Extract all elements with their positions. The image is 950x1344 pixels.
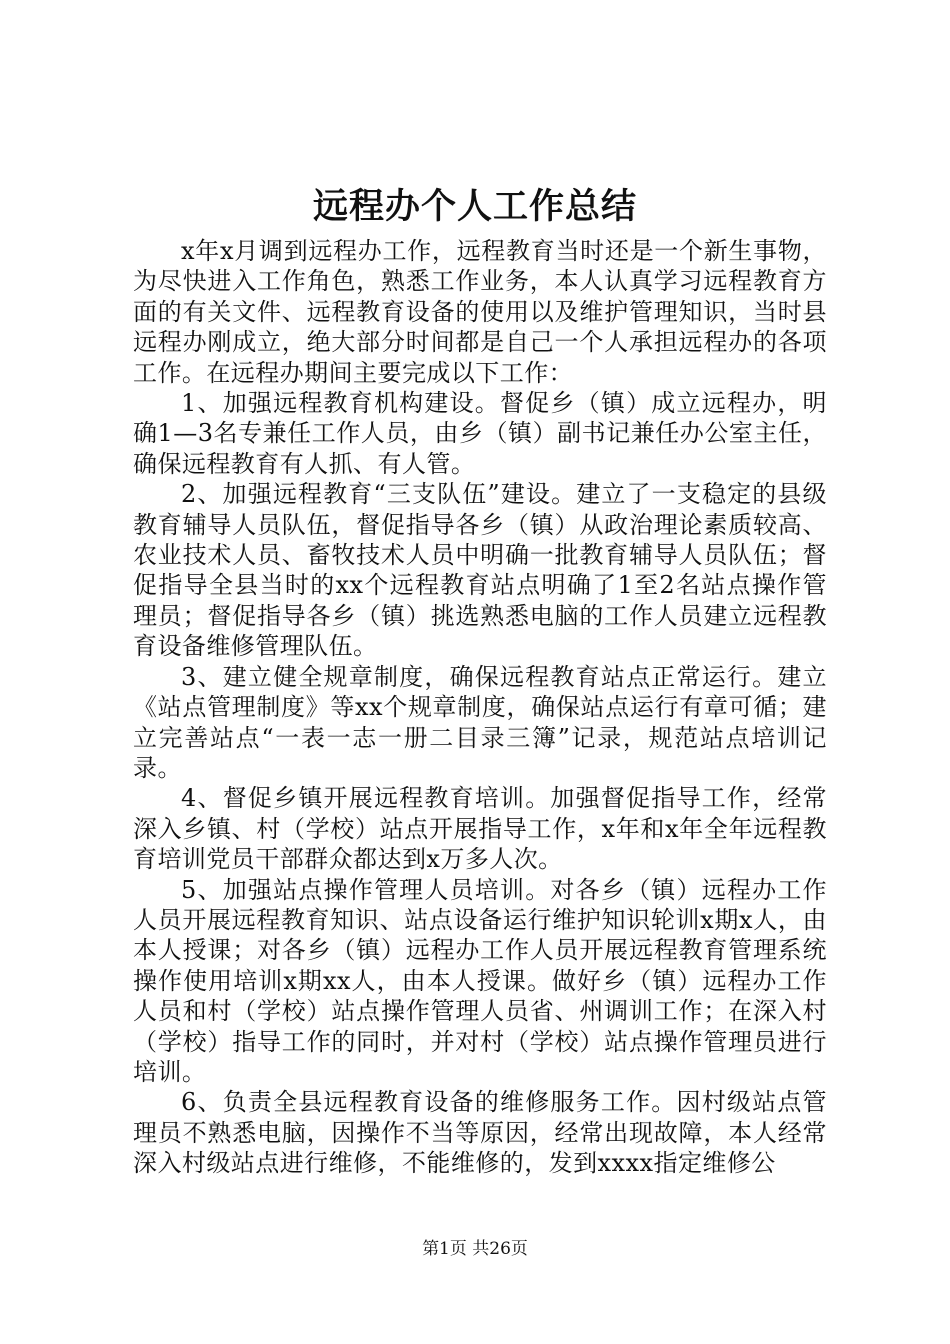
paragraph-item-4: 4、督促乡镇开展远程教育培训。加强督促指导工作，经常深入乡镇、村（学校）站点开展指导工作，x年和x年全年远程教育培训党员干部群众都达到x万多人次。	[133, 784, 827, 874]
paragraph-intro: x年x月调到远程办工作，远程教育当时还是一个新生事物，为尽快进入工作角色，熟悉工作业务，本人认真学习远程教育方面的有关文件、远程教育设备的使用以及维护管理知识，当时县远程办刚成立，绝大部分时间都是自己一个人承担远程办的各项工作。在远程办期间主要完成以下工作：	[133, 237, 827, 387]
paragraph-item-5: 5、加强站点操作管理人员培训。对各乡（镇）远程办工作人员开展远程教育知识、站点设备运行维护知识轮训x期x人，由本人授课；对各乡（镇）远程办工作人员开展远程教育管理系统操作使用培训x期xx人，由本人授课。做好乡（镇）远程办工作人员和村（学校）站点操作管理人员省、州调训工作；在深入村（学校）指导工作的同时，并对村（学校）站点操作管理员进行培训。	[133, 875, 827, 1086]
paragraph-item-6: 6、负责全县远程教育设备的维修服务工作。因村级站点管理员不熟悉电脑，因操作不当等原因，经常出现故障，本人经常深入村级站点进行维修，不能维修的，发到xxxx指定维修公	[133, 1088, 827, 1178]
paragraph-item-1: 1、加强远程教育机构建设。督促乡（镇）成立远程办，明确1—3名专兼任工作人员，由乡（镇）副书记兼任办公室主任，确保远程教育有人抓、有人管。	[133, 389, 827, 478]
document-body	[133, 236, 827, 1179]
paragraph-item-3: 3、建立健全规章制度，确保远程教育站点正常运行。建立《站点管理制度》等xx个规章制度，确保站点运行有章可循；建立完善站点“一表一志一册二目录三簿”记录，规范站点培训记录。	[133, 662, 827, 782]
document-title: 远程办个人工作总结	[312, 186, 637, 227]
page-number-footer: 第1页 共26页	[422, 1239, 528, 1259]
paragraph-item-2: 2、加强远程教育“三支队伍”建设。建立了一支稳定的县级教育辅导人员队伍，督促指导各乡（镇）从政治理论素质较高、农业技术人员、畜牧技术人员中明确一批教育辅导人员队伍；督促指导全县当时的xx个远程教育站点明确了1至2名站点操作管理员；督促指导各乡（镇）挑选熟悉电脑的工作人员建立远程教育设备维修管理队伍。	[133, 480, 827, 661]
